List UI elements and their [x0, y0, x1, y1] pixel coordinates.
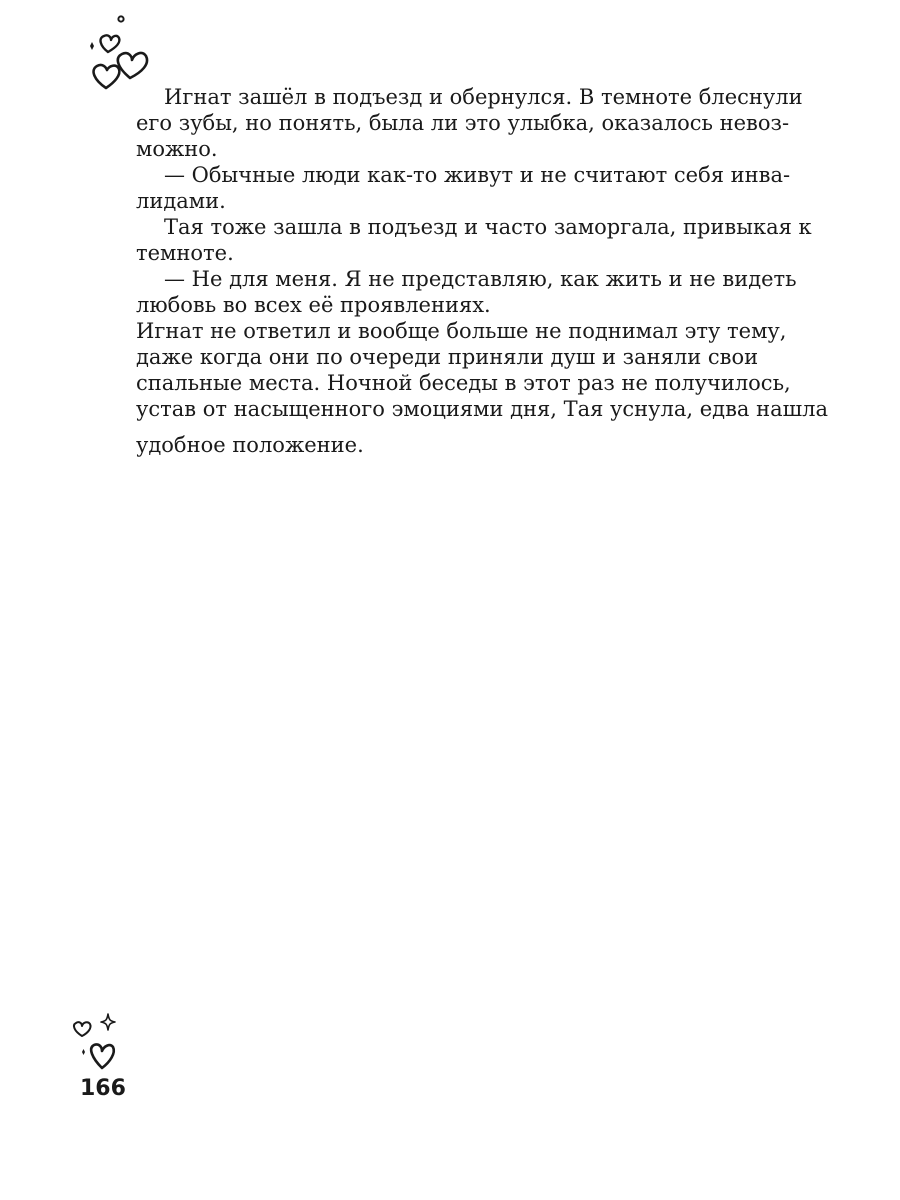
text-line: даже когда они по очереди приняли душ и заняли свои — [136, 345, 759, 369]
text-line: удобное положение. — [136, 433, 364, 457]
text-line: устав от насыщенного эмоциями дня, Тая уснула, едва нашла — [136, 397, 829, 421]
page-number: 166 — [80, 1076, 126, 1101]
hearts-sparkle-icon — [68, 1012, 120, 1072]
text-line: Тая тоже зашла в подъезд и часто заморгала, привыкая к — [164, 215, 812, 239]
hearts-cluster-icon — [84, 12, 164, 92]
text-line: — Не для меня. Я не представляю, как жить и не видеть — [164, 267, 797, 291]
text-line: спальные места. Ночной беседы в этот раз не получилось, — [136, 371, 791, 395]
body-text — [136, 84, 829, 458]
text-line: Игнат не ответил и вообще больше не поднимал эту тему, — [136, 319, 787, 343]
text-line: темноте. — [136, 241, 234, 265]
text-line: его зубы, но понять, была ли это улыбка, оказалось невоз- — [136, 111, 790, 135]
text-line: — Обычные люди как-то живут и не считают себя инва- — [164, 163, 791, 187]
text-line: можно. — [136, 137, 218, 161]
text-line: лидами. — [136, 189, 226, 213]
text-line: Игнат зашёл в подъезд и обернулся. В темноте блеснули — [164, 85, 803, 109]
text-line: любовь во всех её проявлениях. — [136, 293, 491, 317]
